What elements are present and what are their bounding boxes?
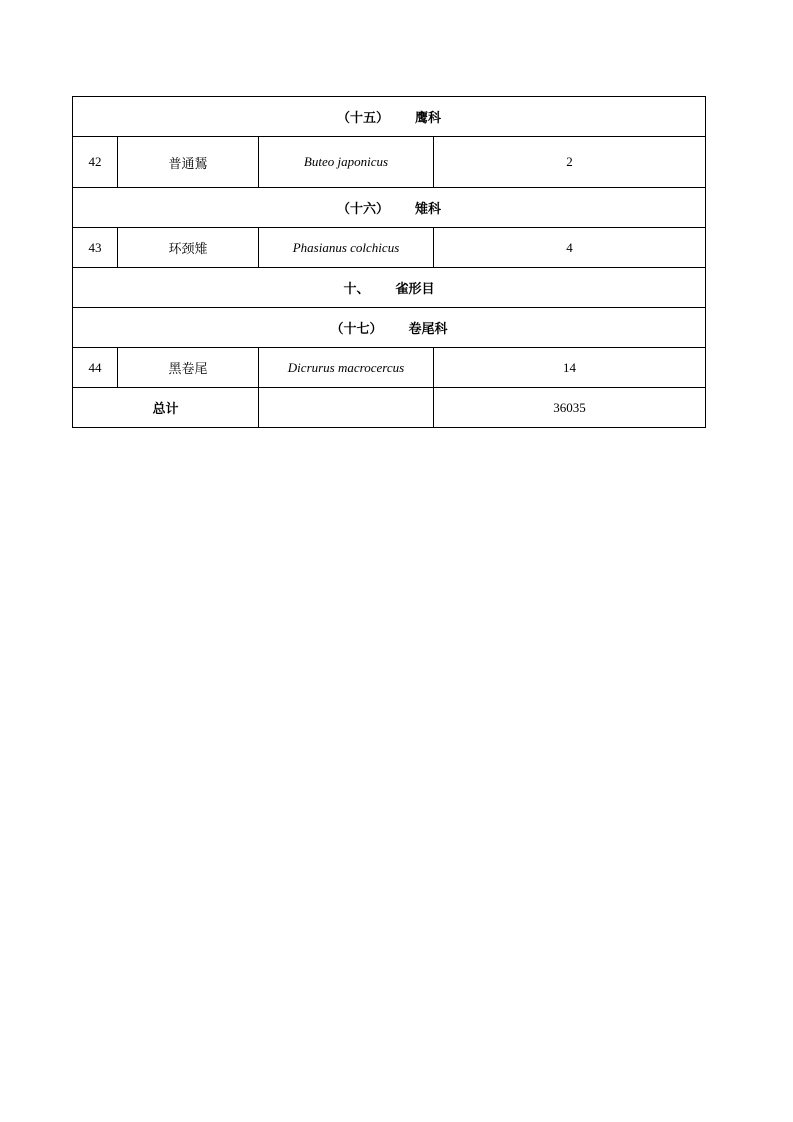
species-chinese-name: 普通鵟 bbox=[118, 137, 259, 188]
species-chinese-name: 黑卷尾 bbox=[118, 348, 259, 388]
total-label: 总计 bbox=[73, 388, 259, 428]
family-index: （十六） bbox=[337, 202, 390, 217]
family-name: 雉科 bbox=[415, 202, 442, 217]
species-count: 14 bbox=[434, 348, 706, 388]
species-count: 4 bbox=[434, 228, 706, 268]
order-name: 雀形目 bbox=[395, 282, 435, 297]
order-row bbox=[73, 268, 706, 308]
species-latin-name: Phasianus colchicus bbox=[259, 228, 434, 268]
table-row bbox=[73, 228, 706, 268]
family-row bbox=[73, 97, 706, 137]
family-row bbox=[73, 188, 706, 228]
family-name: 卷尾科 bbox=[408, 322, 448, 337]
total-empty-cell bbox=[259, 388, 434, 428]
species-count-table bbox=[72, 96, 706, 428]
species-number: 43 bbox=[73, 228, 118, 268]
species-count: 2 bbox=[434, 137, 706, 188]
family-index: （十七） bbox=[330, 322, 383, 337]
order-header bbox=[73, 268, 706, 308]
family-name: 鹰科 bbox=[415, 111, 442, 126]
total-row bbox=[73, 388, 706, 428]
order-index: 十、 bbox=[343, 282, 370, 297]
species-latin-name: Buteo japonicus bbox=[259, 137, 434, 188]
family-header bbox=[73, 188, 706, 228]
family-row bbox=[73, 308, 706, 348]
family-index: （十五） bbox=[337, 111, 390, 126]
family-header bbox=[73, 97, 706, 137]
family-header bbox=[73, 308, 706, 348]
table-row bbox=[73, 137, 706, 188]
total-value: 36035 bbox=[434, 388, 706, 428]
table-row bbox=[73, 348, 706, 388]
species-latin-name: Dicrurus macrocercus bbox=[259, 348, 434, 388]
species-number: 44 bbox=[73, 348, 118, 388]
species-number: 42 bbox=[73, 137, 118, 188]
species-chinese-name: 环颈雉 bbox=[118, 228, 259, 268]
